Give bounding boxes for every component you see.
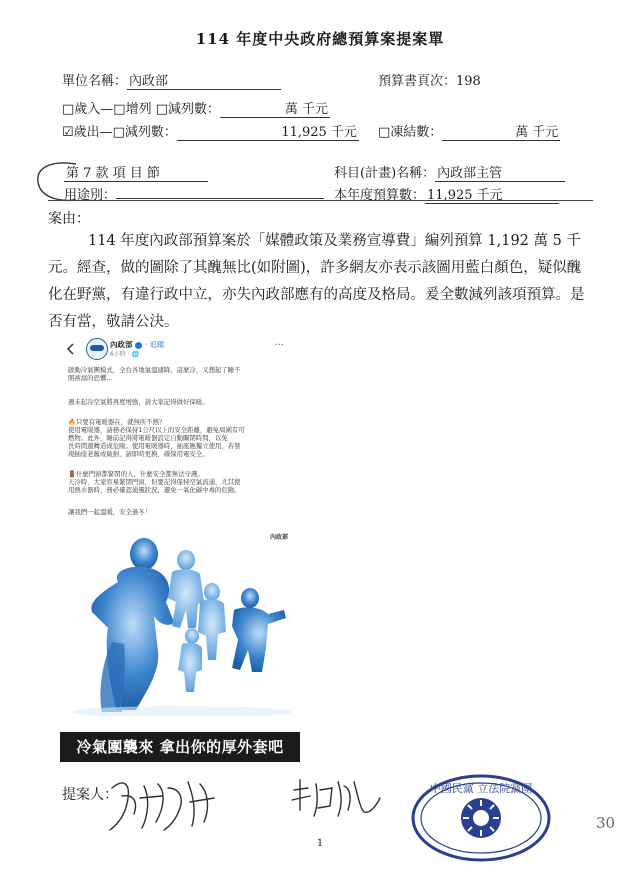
subject-value: 內政部主管: [435, 162, 565, 182]
post-watermark: 內政部: [269, 534, 288, 541]
expenditure-row: [62, 121, 359, 141]
reason-body: [48, 228, 588, 336]
attached-post-screenshot: [62, 336, 294, 716]
unit-label: 單位名稱：: [62, 74, 128, 89]
post-banner: 冷氣團襲來 拿出你的厚外套吧: [60, 732, 300, 762]
kuan-field: [64, 162, 208, 182]
post-line: 天冷時，大家容易緊閉門窗，但要記得保持空氣流通，尤其使: [68, 478, 241, 486]
verified-icon: [135, 342, 142, 349]
post-line: 用熱水器時，務必確認通風狀況，避免一氧化碳中毒的危險。: [68, 486, 241, 494]
subject-field: [334, 162, 565, 182]
figure-large: [91, 538, 174, 712]
budget-value: 11,925 千元: [425, 184, 559, 204]
post-line: 開被窩的恐懼…: [68, 374, 113, 382]
purpose-label: 用途別：: [64, 188, 117, 203]
account-name: 內政部: [110, 340, 133, 349]
expenditure-amount: 11,925 千元: [177, 121, 359, 141]
post-illustration: [62, 532, 294, 716]
figure-middle: [168, 550, 204, 628]
page-ref-field: [378, 70, 481, 89]
post-line: 啟動冷氣團模式，全台各地氣溫遽降，這麼冷，又想起了睡不: [68, 366, 241, 374]
corner-mark: 30: [596, 814, 616, 832]
avatar: [86, 338, 108, 360]
post-line: 長時間運轉造成危險。使用電暖器時，插座應獨立使用，若發: [68, 442, 241, 450]
budget-field: [334, 184, 559, 204]
freeze-row: [378, 121, 560, 141]
freeze-label: □凍結數：: [378, 125, 443, 140]
revenue-amount: 萬 千元: [220, 98, 330, 118]
revenue-row: [62, 98, 330, 118]
unit-value: 內政部: [127, 70, 281, 90]
freeze-amount: 萬 千元: [442, 121, 560, 141]
divider: [48, 200, 593, 201]
logo-mark-icon: [90, 345, 104, 351]
post-line: 使用電暖器，請務必保持1公尺以上的安全距離，避免周圍有可: [68, 426, 245, 434]
post-line: 現插座老舊或破損，請即時更換，確保用電安全。: [68, 450, 209, 458]
page-title: 114 年度中央政府總預算案提案單: [195, 30, 445, 48]
party-stamp: [408, 770, 554, 866]
back-arrow-icon: [64, 342, 78, 356]
signature-2: [288, 776, 388, 826]
post-line: 燃物。此外，睡前記得將電暖器設定自動關閉時間，以免: [68, 434, 228, 442]
page-number: 1: [316, 838, 324, 849]
post-line: 週末起冷空氣將再度增強，請大家記得做好保暖。: [68, 398, 209, 406]
kuan-value: 第 7 款 項 目 節: [64, 162, 208, 182]
proposer-label: 提案人：: [62, 787, 118, 803]
reason-text: 114 年度內政部預算案於「媒體政策及業務宣導費」編列預算 1,192 萬 5 千元。經查，做的圖除了其醜無比(如附圖)，許多網友亦表示該圖用藍白顏色，疑似醜化在野黨，有違行政中立，亦失內政部應有的高度及格局。爰全數減列該項預算。是否有當，敬請公決。: [48, 233, 585, 330]
purpose-value: [116, 198, 324, 199]
budget-label: 本年度預算數：: [334, 188, 426, 203]
stamp-text: 中國民黨 立法院黨團: [429, 782, 533, 795]
signature-1: [104, 768, 224, 838]
unit-field: [62, 70, 281, 90]
page-ref-label: 預算書頁次：: [378, 74, 457, 89]
post-line: 🔥只要有電暖器在，就無所不熱？: [68, 418, 166, 426]
post-line: 讓我們一起溫暖，安全過冬！: [68, 508, 152, 516]
post-time: 6小時 · 🌐: [110, 351, 140, 358]
revenue-checkboxes: □歲入—□增列 □減列數：: [62, 102, 220, 117]
reason-label: 案由：: [48, 211, 90, 227]
page-ref-value: 198: [456, 74, 481, 89]
expenditure-checkboxes: ☑歲出—□減列數：: [62, 125, 177, 140]
post-line: 🚪什麼門窗都緊閉的人，什麼安全都無法守護。: [68, 470, 204, 478]
more-icon[interactable]: ···: [274, 340, 284, 351]
subject-label: 科目(計畫)名稱：: [334, 166, 436, 181]
follow-link[interactable]: · 追蹤: [144, 340, 165, 349]
